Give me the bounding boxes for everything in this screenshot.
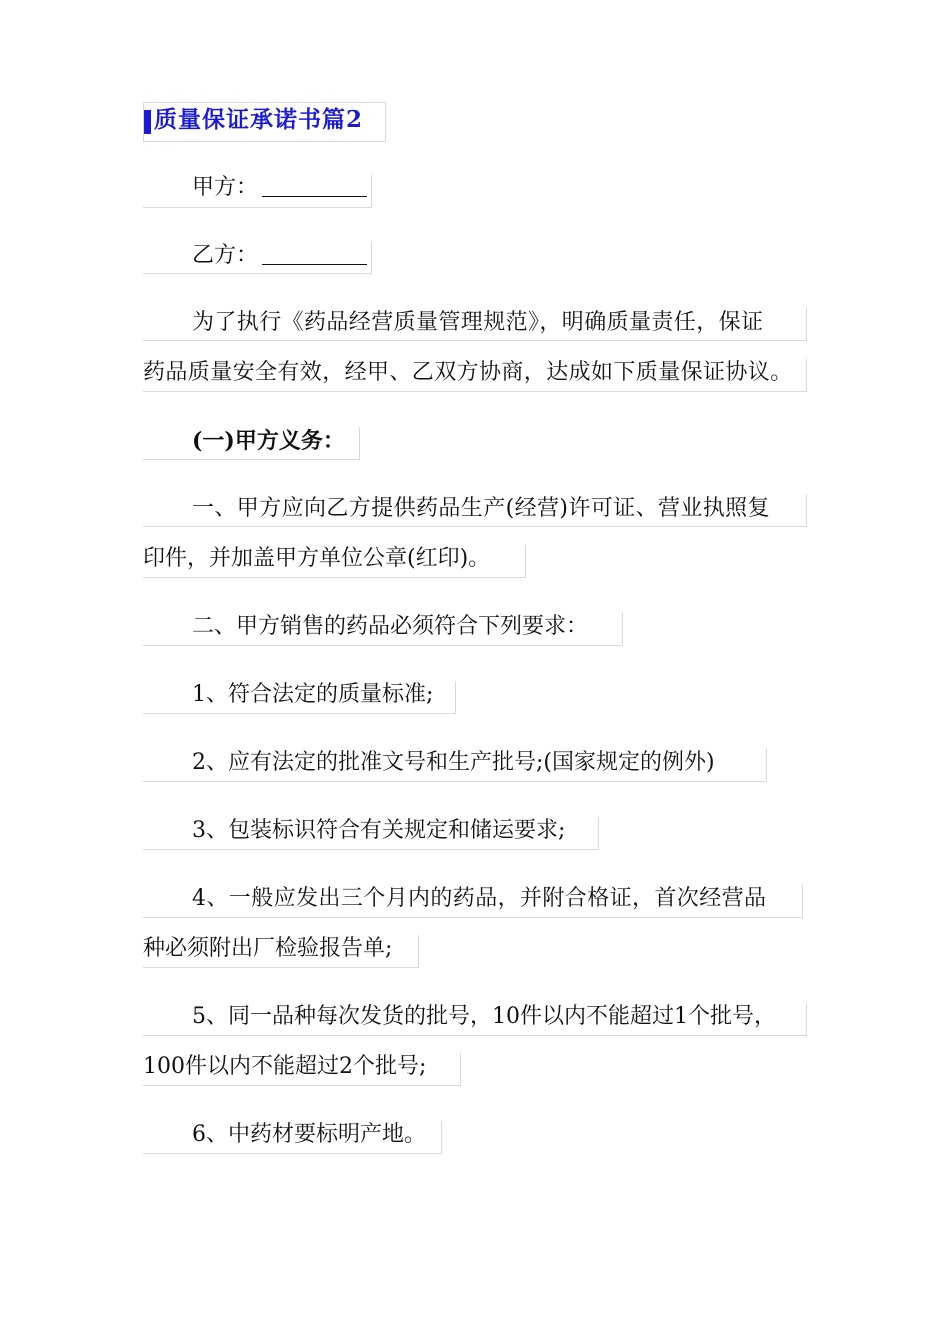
sub3-line: 3、包装标识符合有关规定和储运要求; <box>192 818 566 843</box>
page-title: 质量保证承诺书篇2 <box>143 102 386 142</box>
section1-heading: (一)甲方义务： <box>192 428 345 454</box>
party-b-line <box>143 241 367 271</box>
sub6-line: 6、中药材要标明产地。 <box>192 1122 426 1147</box>
sub2-line: 2、应有法定的批准文号和生产批号;(国家规定的例外) <box>192 750 715 775</box>
sub5-line-1: 5、同一品种每次发货的批号，10件以内不能超过1个批号， <box>192 1004 776 1029</box>
sub1-line: 1、符合法定的质量标准; <box>192 682 434 707</box>
intro-line-2: 药品质量安全有效，经甲、乙双方协商，达成如下质量保证协议。 <box>143 360 793 385</box>
party-a-blank <box>262 176 367 197</box>
sub4-line-2: 种必须附出厂检验报告单; <box>143 936 393 961</box>
item-one-line-1: 一、甲方应向乙方提供药品生产(经营)许可证、营业执照复 <box>192 496 770 521</box>
party-a-label: 甲方： <box>192 175 259 200</box>
party-b-label: 乙方： <box>192 243 259 268</box>
intro-line-1: 为了执行《药品经营质量管理规范》，明确质量责任，保证 <box>192 310 764 335</box>
sub4-line-1: 4、一般应发出三个月内的药品，并附合格证，首次经营品 <box>192 886 767 911</box>
item-two-line: 二、甲方销售的药品必须符合下列要求： <box>192 614 589 639</box>
party-b-blank <box>262 244 367 265</box>
party-a-line <box>143 173 367 203</box>
sub5-line-2: 100件以内不能超过2个批号; <box>143 1054 427 1079</box>
item-one-line-2: 印件，并加盖甲方单位公章(红印)。 <box>143 546 491 571</box>
